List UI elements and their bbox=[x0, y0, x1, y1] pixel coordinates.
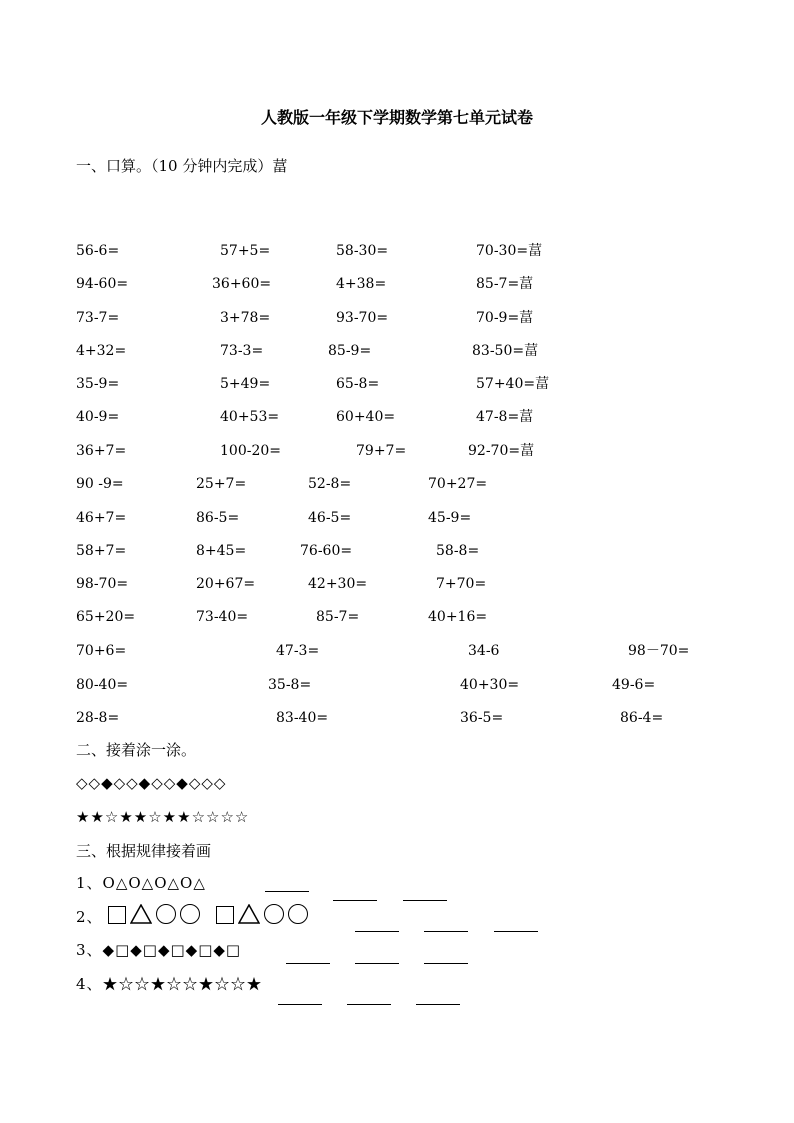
pattern-1: 1、O△O△O△O△ bbox=[76, 874, 206, 892]
arith-problem: 46+7= bbox=[76, 510, 127, 526]
arith-problem: 85-9= bbox=[328, 343, 372, 359]
answer-blank[interactable] bbox=[416, 1004, 460, 1005]
arith-problem: 92-70=葍 bbox=[468, 443, 535, 459]
arith-problem: 45-9= bbox=[428, 510, 472, 526]
arith-problem: 47-3= bbox=[276, 643, 320, 659]
arith-problem: 8+45= bbox=[196, 543, 247, 559]
arith-problem: 100-20= bbox=[220, 443, 281, 459]
arith-problem: 65+20= bbox=[76, 609, 136, 625]
arith-problem: 40+53= bbox=[220, 409, 280, 425]
section-3-heading: 三、根据规律接着画 bbox=[76, 842, 212, 860]
arith-problem: 70-30=葍 bbox=[476, 243, 543, 259]
pattern-2-shapes bbox=[108, 900, 312, 924]
arith-problem: 90 -9= bbox=[76, 476, 124, 492]
arith-problem: 40-9= bbox=[76, 409, 120, 425]
answer-blank[interactable] bbox=[355, 963, 399, 964]
circle-shape bbox=[264, 904, 284, 924]
answer-blank[interactable] bbox=[494, 931, 538, 932]
square-shape bbox=[216, 906, 234, 924]
answer-blank[interactable] bbox=[278, 1004, 322, 1005]
arith-problem: 36+7= bbox=[76, 443, 127, 459]
answer-blank[interactable] bbox=[333, 900, 377, 901]
arith-problem: 58-8= bbox=[436, 543, 480, 559]
arith-problem: 36+60= bbox=[212, 276, 272, 292]
arith-problem: 60+40= bbox=[336, 409, 396, 425]
arith-problem: 57+40=葍 bbox=[476, 376, 550, 392]
arith-problem: 85-7= bbox=[316, 609, 360, 625]
circle-shape bbox=[156, 904, 176, 924]
arith-problem: 52-8= bbox=[308, 476, 352, 492]
pattern-3: 3、◆□◆□◆□◆□◆□ bbox=[76, 941, 242, 959]
arith-problem: 83-40= bbox=[276, 710, 329, 726]
arith-problem: 80-40= bbox=[76, 677, 129, 693]
answer-blank[interactable] bbox=[355, 931, 399, 932]
arith-problem: 94-60= bbox=[76, 276, 129, 292]
circle-shape bbox=[288, 904, 308, 924]
arith-problem: 83-50=葍 bbox=[472, 343, 539, 359]
answer-blank[interactable] bbox=[403, 900, 447, 901]
circle-shape bbox=[180, 904, 200, 924]
star-pattern-row: ★★☆★★☆★★☆☆☆☆ bbox=[76, 808, 250, 826]
arith-problem: 73-3= bbox=[220, 343, 264, 359]
arith-problem: 70+6= bbox=[76, 643, 127, 659]
arith-problem: 4+32= bbox=[76, 343, 127, 359]
answer-blank[interactable] bbox=[286, 963, 330, 964]
arith-problem: 42+30= bbox=[308, 576, 368, 592]
arith-problem: 86-5= bbox=[196, 510, 240, 526]
arith-problem: 47-8=葍 bbox=[476, 409, 534, 425]
arith-problem: 35-9= bbox=[76, 376, 120, 392]
arith-problem: 5+49= bbox=[220, 376, 271, 392]
triangle-shape bbox=[238, 904, 260, 924]
page-title: 人教版一年级下学期数学第七单元试卷 bbox=[260, 108, 533, 127]
arith-problem: 76-60= bbox=[300, 543, 353, 559]
arith-problem: 73-40= bbox=[196, 609, 249, 625]
arith-problem: 4+38= bbox=[336, 276, 387, 292]
arith-problem: 79+7= bbox=[356, 443, 407, 459]
arith-problem: 56-6= bbox=[76, 243, 120, 259]
arith-problem: 28-8= bbox=[76, 710, 120, 726]
arith-problem: 58+7= bbox=[76, 543, 127, 559]
arith-problem: 3+78= bbox=[220, 310, 271, 326]
arith-problem: 40+30= bbox=[460, 677, 520, 693]
answer-blank[interactable] bbox=[265, 891, 309, 892]
arith-problem: 34-6 bbox=[468, 643, 500, 659]
triangle-shape bbox=[130, 904, 152, 924]
answer-blank[interactable] bbox=[347, 1004, 391, 1005]
arith-problem: 85-7=葍 bbox=[476, 276, 534, 292]
pattern-2-label: 2、 bbox=[76, 908, 103, 926]
answer-blank[interactable] bbox=[424, 963, 468, 964]
arith-problem: 35-8= bbox=[268, 677, 312, 693]
arith-problem: 65-8= bbox=[336, 376, 380, 392]
arith-problem: 86-4= bbox=[620, 710, 664, 726]
pattern-4: 4、★☆☆★☆☆★☆☆★ bbox=[76, 975, 263, 993]
arith-problem: 25+7= bbox=[196, 476, 247, 492]
arith-problem: 58-30= bbox=[336, 243, 389, 259]
arith-problem: 49-6= bbox=[612, 677, 656, 693]
square-shape bbox=[108, 906, 126, 924]
arith-problem: 73-7= bbox=[76, 310, 120, 326]
arith-problem: 40+16= bbox=[428, 609, 488, 625]
arith-problem: 93-70= bbox=[336, 310, 389, 326]
arith-problem: 7+70= bbox=[436, 576, 487, 592]
arith-problem: 70+27= bbox=[428, 476, 488, 492]
arith-problem: 98－70= bbox=[628, 643, 690, 659]
arith-problem: 98-70= bbox=[76, 576, 129, 592]
arith-problem: 46-5= bbox=[308, 510, 352, 526]
arith-problem: 70-9=葍 bbox=[476, 310, 534, 326]
section-2-heading: 二、接着涂一涂。 bbox=[76, 741, 197, 759]
section-1-heading: 一、口算。（10 分钟内完成）葍 bbox=[76, 157, 288, 175]
arith-problem: 20+67= bbox=[196, 576, 256, 592]
answer-blank[interactable] bbox=[424, 931, 468, 932]
diamond-pattern-row: ◇◇◆◇◇◆◇◇◆◇◇◇ bbox=[76, 774, 227, 792]
arith-problem: 36-5= bbox=[460, 710, 504, 726]
arith-problem: 57+5= bbox=[220, 243, 271, 259]
